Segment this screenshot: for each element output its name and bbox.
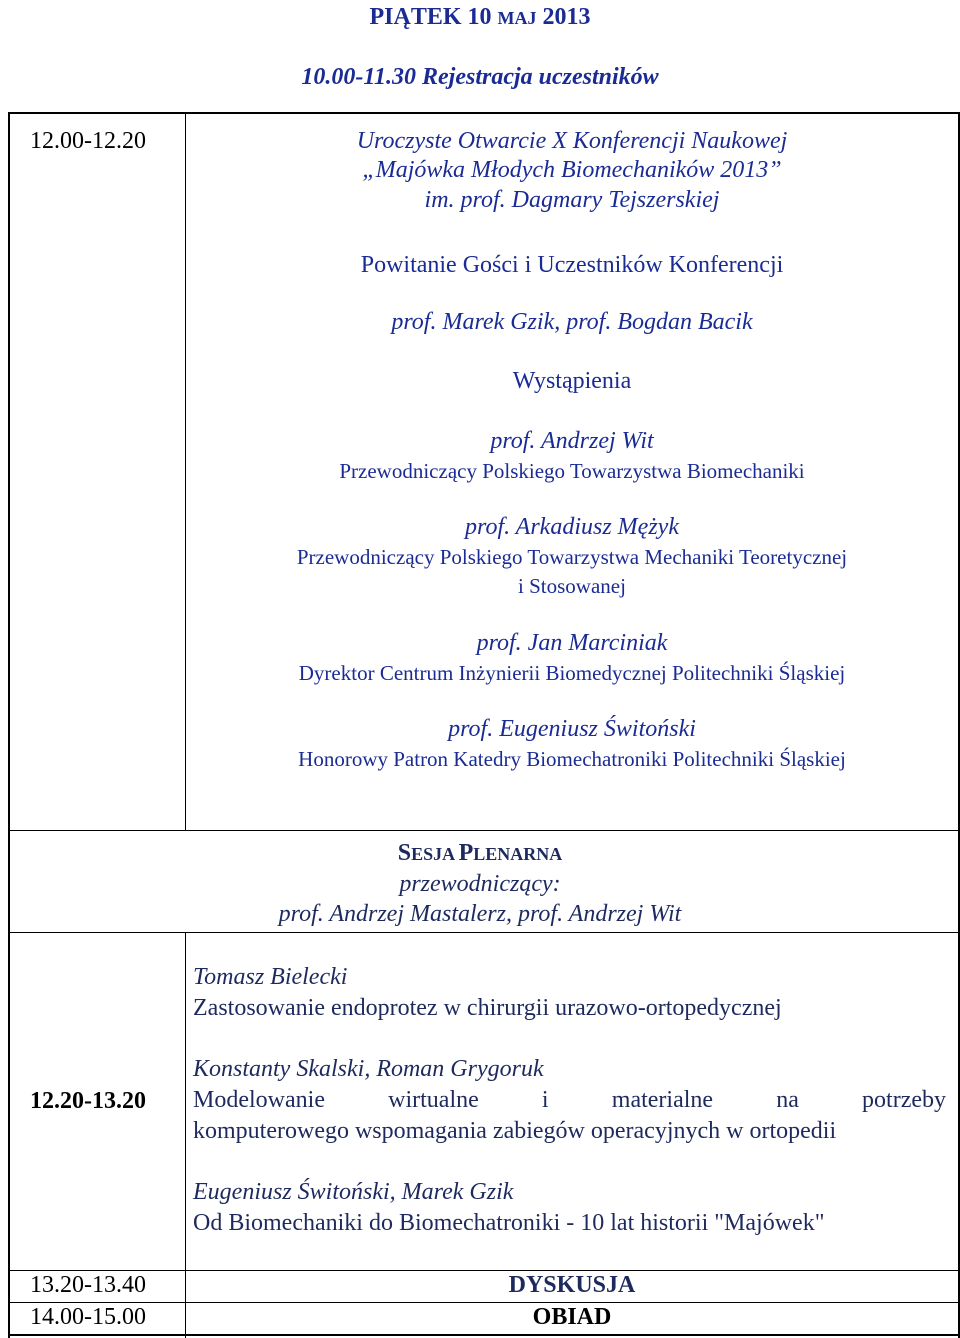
plenary-title-lenarna: LENARNA <box>473 844 563 864</box>
row-divider-plenary <box>8 830 960 831</box>
speaker-role-continued: i Stosowanej <box>518 574 626 598</box>
row-divider-talks <box>8 932 960 933</box>
talk-authors: Eugeniusz Świtoński, Marek Gzik <box>193 1179 514 1205</box>
registration-line: 10.00-11.30 Rejestracja uczestników <box>301 64 659 90</box>
opening-title-3: im. prof. Dagmary Tejszerskiej <box>424 187 720 213</box>
plenary-chairs: prof. Andrzej Mastalerz, prof. Andrzej Wit <box>278 901 682 927</box>
speaker-name: prof. Jan Marciniak <box>476 630 668 656</box>
talk-title: Modelowanie wirtualne i materialne na potrzeby <box>193 1087 946 1113</box>
welcome-hosts: prof. Marek Gzik, prof. Bogdan Bacik <box>391 309 753 335</box>
discussion-label: DYSKUSJA <box>508 1272 636 1298</box>
talk-title-continued: komputerowego wspomagania zabiegów operacyjnych w ortopedii <box>193 1118 837 1144</box>
day-title <box>0 4 960 31</box>
day-title-year: 2013 <box>536 4 591 30</box>
day-title-month: MAJ <box>497 8 537 28</box>
opening-title-1: Uroczyste Otwarcie X Konferencji Naukowej <box>356 128 788 154</box>
plenary-title-S: S <box>397 840 412 866</box>
opening-time: 12.00-12.20 <box>30 128 146 154</box>
plenary-chair-label: przewodniczący: <box>399 871 561 897</box>
table-bottom-border <box>8 1334 960 1336</box>
speaker-role: Honorowy Patron Katedry Biomechatroniki Politechniki Śląskiej <box>298 747 846 771</box>
speaker-role: Przewodniczący Polskiego Towarzystwa Mechaniki Teoretycznej <box>296 545 848 569</box>
speaker-role: Przewodniczący Polskiego Towarzystwa Biomechaniki <box>339 459 805 483</box>
table-top-border <box>8 112 960 114</box>
talk-authors: Konstanty Skalski, Roman Grygoruk <box>193 1056 544 1082</box>
row-divider-lunch <box>8 1302 960 1303</box>
speaker-name: prof. Arkadiusz Mężyk <box>465 514 679 540</box>
talks-time: 12.20-13.20 <box>30 1088 146 1114</box>
plenary-title <box>0 840 960 867</box>
plenary-title-P: P <box>458 840 474 866</box>
table-left-border <box>8 112 10 1338</box>
lunch-time: 14.00-15.00 <box>30 1304 146 1330</box>
lunch-label: OBIAD <box>532 1304 612 1330</box>
talk-authors: Tomasz Bielecki <box>193 964 348 990</box>
opening-title-2: „Majówka Młodych Biomechaników 2013” <box>362 157 782 183</box>
speaker-role: Dyrektor Centrum Inżynierii Biomedycznej Politechniki Śląskiej <box>298 661 846 685</box>
talk-title: Zastosowanie endoprotez w chirurgii urazowo-ortopedycznej <box>193 995 782 1021</box>
speeches-label: Wystąpienia <box>512 368 632 394</box>
welcome-line: Powitanie Gości i Uczestników Konferencji <box>360 252 784 278</box>
speaker-name: prof. Andrzej Wit <box>490 428 654 454</box>
discussion-time: 13.20-13.40 <box>30 1272 146 1298</box>
talk-title: Od Biomechaniki do Biomechatroniki - 10 lat historii "Majówek" <box>193 1210 825 1236</box>
plenary-title-esja: ESJA <box>411 844 459 864</box>
row-divider-discussion <box>8 1270 960 1271</box>
day-title-main: PIĄTEK 10 <box>369 4 498 30</box>
speaker-name: prof. Eugeniusz Świtoński <box>448 716 696 742</box>
